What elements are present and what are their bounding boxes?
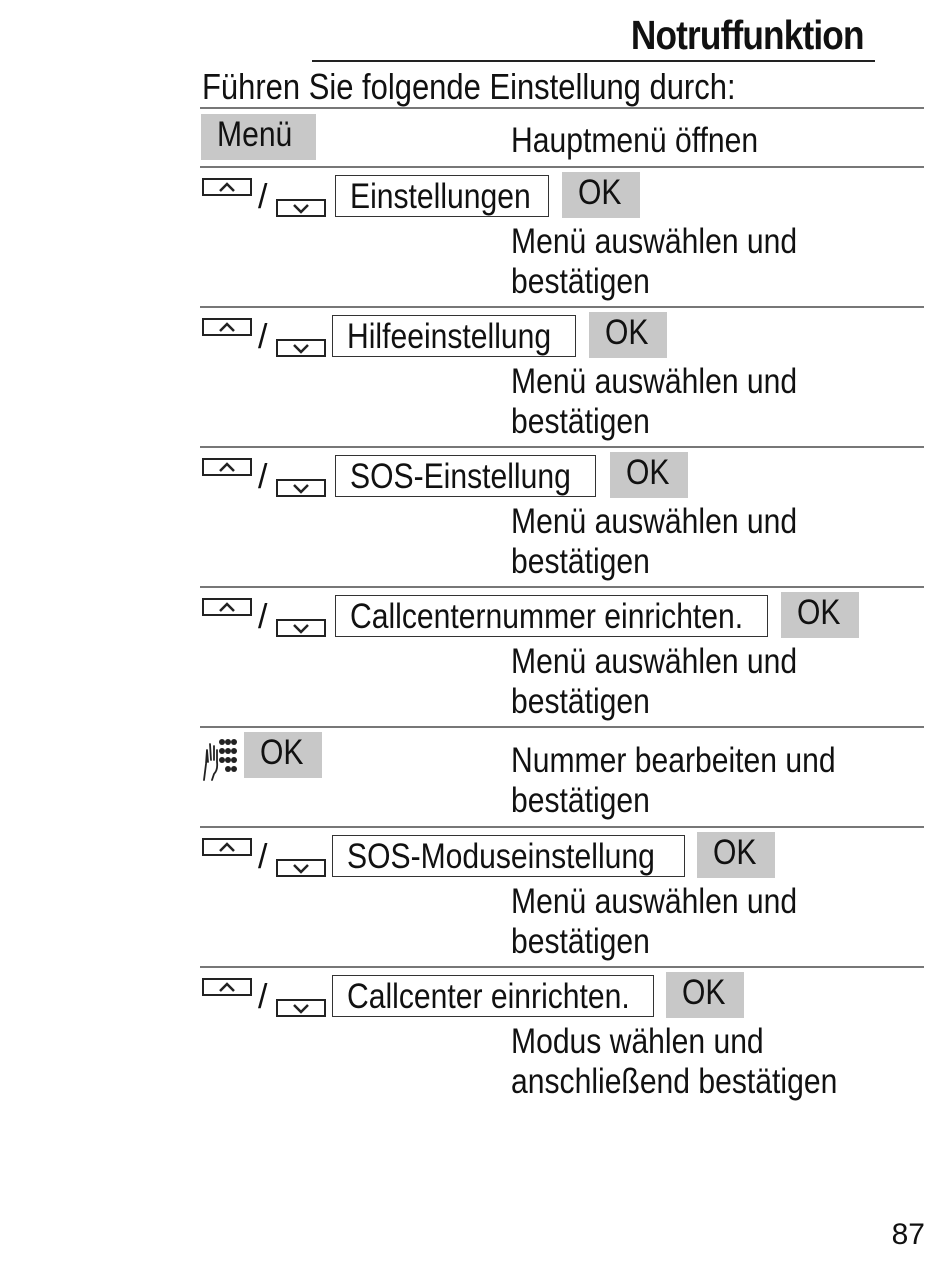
menu-key-label: Menü (217, 115, 293, 154)
up-key[interactable] (202, 978, 252, 996)
down-key[interactable] (276, 999, 326, 1017)
divider (200, 107, 924, 109)
ok-button[interactable] (244, 732, 322, 778)
menu-item-box[interactable] (332, 315, 576, 357)
chevron-down-icon (292, 622, 310, 634)
ok-button[interactable] (610, 452, 688, 498)
ok-button[interactable] (666, 972, 744, 1018)
step-description-line1: Modus wählen und (511, 1022, 764, 1061)
chevron-up-icon (218, 181, 236, 193)
step-description-line2: bestätigen (511, 781, 650, 820)
chevron-down-icon (292, 342, 310, 354)
step-description-line2: bestätigen (511, 922, 650, 961)
step-description-line1: Menü auswählen und (511, 642, 798, 681)
down-key[interactable] (276, 199, 326, 217)
arrow-separator: / (258, 458, 268, 496)
chevron-down-icon (292, 862, 310, 874)
menu-key[interactable] (201, 114, 316, 160)
divider (200, 586, 924, 588)
divider (200, 726, 924, 728)
divider (200, 306, 924, 308)
divider (200, 166, 924, 168)
down-key[interactable] (276, 619, 326, 637)
keypad-hand-icon (200, 738, 240, 782)
step-description-line2: bestätigen (511, 682, 650, 721)
menu-item-box[interactable] (332, 975, 654, 1017)
down-key[interactable] (276, 859, 326, 877)
chevron-down-icon (292, 482, 310, 494)
arrow-separator: / (258, 838, 268, 876)
step-description-line2: bestätigen (511, 402, 650, 441)
divider (200, 966, 924, 968)
ok-label: OK (260, 733, 304, 772)
menu-item-box[interactable] (332, 835, 685, 877)
menu-item-label: Callcenter einrichten. (347, 977, 630, 1016)
ok-button[interactable] (697, 832, 775, 878)
step-description: Hauptmenü öffnen (511, 121, 759, 160)
divider (200, 446, 924, 448)
step-description-line1: Menü auswählen und (511, 502, 798, 541)
up-key[interactable] (202, 598, 252, 616)
page-number: 87 (891, 1218, 925, 1251)
step-description-line1: Menü auswählen und (511, 882, 798, 921)
chevron-up-icon (218, 461, 236, 473)
step-description-line2: bestätigen (511, 262, 650, 301)
step-description-line1: Nummer bearbeiten und (511, 741, 836, 780)
chevron-down-icon (292, 202, 310, 214)
arrow-separator: / (258, 178, 268, 216)
intro-text: Führen Sie folgende Einstellung durch: (202, 66, 736, 107)
ok-label: OK (713, 833, 757, 872)
up-key[interactable] (202, 178, 252, 196)
ok-label: OK (626, 453, 670, 492)
arrow-separator: / (258, 978, 268, 1016)
chevron-up-icon (218, 321, 236, 333)
menu-item-box[interactable] (335, 595, 768, 637)
down-key[interactable] (276, 339, 326, 357)
chevron-up-icon (218, 981, 236, 993)
chevron-up-icon (218, 841, 236, 853)
up-key[interactable] (202, 458, 252, 476)
up-key[interactable] (202, 318, 252, 336)
ok-button[interactable] (781, 592, 859, 638)
divider (200, 826, 924, 828)
menu-item-label: Hilfeeinstellung (347, 317, 552, 356)
chevron-up-icon (218, 601, 236, 613)
ok-label: OK (797, 593, 841, 632)
page-title: Notruffunktion (631, 12, 864, 58)
chevron-down-icon (292, 1002, 310, 1014)
step-description-line2: bestätigen (511, 542, 650, 581)
arrow-separator: / (258, 598, 268, 636)
menu-item-box[interactable] (335, 455, 596, 497)
menu-item-label: SOS-Moduseinstellung (347, 837, 655, 876)
ok-label: OK (682, 973, 726, 1012)
step-description-line1: Menü auswählen und (511, 222, 798, 261)
down-key[interactable] (276, 479, 326, 497)
step-description-line2: anschließend bestätigen (511, 1062, 838, 1101)
ok-label: OK (605, 313, 649, 352)
ok-label: OK (578, 173, 622, 212)
title-underline (312, 60, 875, 62)
menu-item-box[interactable] (335, 175, 549, 217)
up-key[interactable] (202, 838, 252, 856)
menu-item-label: Callcenternummer einrichten. (350, 597, 744, 636)
arrow-separator: / (258, 318, 268, 356)
menu-item-label: Einstellungen (350, 177, 531, 216)
menu-item-label: SOS-Einstellung (350, 457, 571, 496)
step-description-line1: Menü auswählen und (511, 362, 798, 401)
ok-button[interactable] (589, 312, 667, 358)
ok-button[interactable] (562, 172, 640, 218)
